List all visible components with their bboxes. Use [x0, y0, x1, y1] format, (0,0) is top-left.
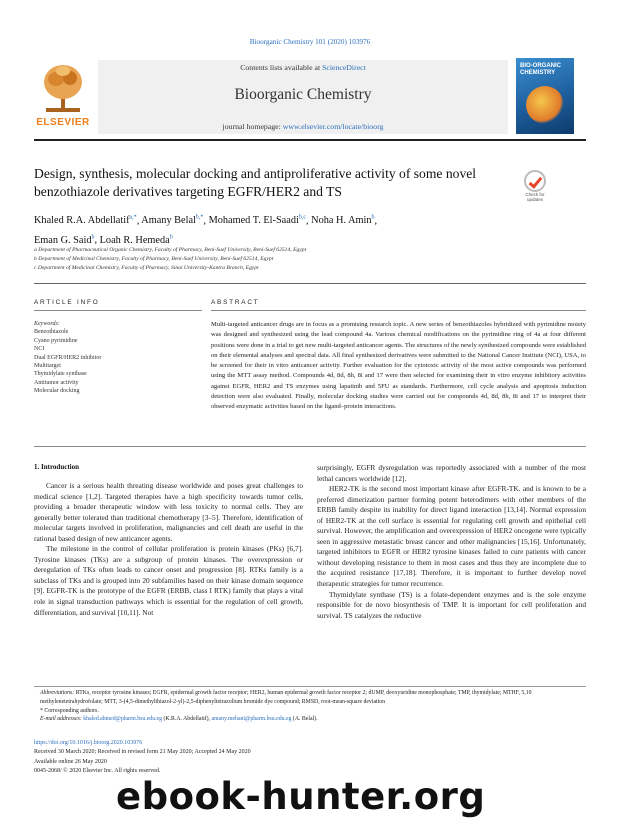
corresponding-footnote: * Corresponding authors.: [40, 707, 99, 714]
paragraph: surprisingly, EGFR dysregulation was reportedly associated with a number of the most lethal cancers worldwide [12].: [317, 463, 586, 483]
keyword: Cyano pyrimidine: [34, 337, 78, 344]
keyword: Benzothiazole: [34, 329, 69, 336]
affiliation-c: c Department of Medicinal Chemistry, Faculty of Pharmacy, Sinai University-Kantra Branch, Egypt: [34, 265, 259, 272]
check-for-updates-button[interactable]: [522, 170, 548, 202]
footnote-divider: [34, 686, 586, 687]
abstract-heading: ABSTRACT: [211, 299, 260, 306]
article-info-rule: [34, 310, 202, 311]
publication-info: [34, 739, 334, 777]
check-updates-icon: [524, 170, 546, 192]
keywords-heading: Keywords:: [34, 321, 60, 327]
author[interactable]: Khaled R.A. Abdellatif$^{a,*}$: [34, 215, 137, 227]
cover-art: [526, 86, 564, 124]
check-updates-label: Check for updates: [525, 192, 545, 202]
author[interactable]: Amany Belal$^{b,*}$: [141, 215, 204, 227]
copyright: 0045-2068/ © 2020 Elsevier Inc. All rights reserved.: [34, 768, 161, 775]
keyword: NCI: [34, 346, 45, 353]
keyword: Antitumor activity: [34, 379, 79, 386]
homepage-prefix: journal homepage:: [222, 122, 283, 131]
header-divider: [34, 139, 586, 141]
elsevier-tree-icon: [42, 62, 84, 114]
abbreviations-footnote: Abbreviations: RTKs, receptor tyrosine kinases; EGFR, epidermal growth factor receptor; HER2, human epidermal growth factor receptor 2; dUMP, deoxyuridine monophosphate; TMP, thymidylate; MTHF, 5,10 methylenetetrahydrofolate; MTT, 3-(4,5-dimethylthiazol-2-yl)-2,5-diphenyltetrazolium bromide dye compound; RMSD, root-mean-square deviation: [40, 690, 532, 705]
author[interactable]: Eman G. Said$^b$: [34, 234, 95, 246]
paragraph: HER2-TK is the second most important kinase after EGFR-TK. and is known to be a preferred dimerization partner forming potent heterodimers with other members of the ERBB family despite its inability for direct ligand interaction [13,14]. Normal expression of HER2-TK at the cell surface is essential for regulating cell growth and epithelial cell survival. However, the amplification and overexpression of HER2 oncogene were typically seen in aggressive metastatic breast cancer and other malignancies [15,16]. Unfortunately, targeted inhibitors to EGFR or HER2 tyrosine kinases failed to cure patients with cancer without developing resistance to them in most cases and thus they are incomplete due to the acquired resistance [17,18]. Therefore, it is important to further develop novel therapeutic strategies for tumor recurrence.: [317, 484, 586, 589]
author-list: Khaled R.A. Abdellatif$^{a,*}$, Amany Belal$^{b,*}$, Mohamed T. El-Saadi$^{b,c}$, Noha H. Amin$^b$, Eman G. Said$^b$, Loah R. Hemeda$^b$: [34, 215, 378, 246]
email-link[interactable]: khaled.ahmed@pharm.bsu.edu.eg: [83, 716, 163, 723]
sciencedirect-link[interactable]: ScienceDirect: [322, 63, 366, 72]
keyword: Molecular docking: [34, 388, 80, 395]
doi-link[interactable]: https://doi.org/10.1016/j.bioorg.2020.103976: [34, 740, 143, 746]
body-divider: [34, 446, 586, 447]
watermark: ebook-hunter.org: [116, 775, 486, 818]
body-column-left: [34, 481, 303, 618]
abstract-text: Multi-targeted anticancer drugs are in focus as a promising research topic. A new series of benzothiazoles hybridized with pyrimidine moiety was designed and synthesized using the lead compound 4a. Various chemical modifications on the pyrimidine ring of 4a at four different positions were done in a trial to get new multi-targeted anticancer agents. The structures of the newly synthesized compounds were established on their elemental analyses and spectral data. All final synthesized derivatives were submitted to the National Cancer Institute (NCI), USA, to be screened for their in vitro anticancer activity. Further evaluation for the cytotoxic activity of the most active compounds was performed using the MTT assay method. Compounds 4d, 8d, 8h, 8i and 17 were then selected for examining their in vitro enzyme inhibitory activities against EGFR, HER2 and TS enzymes using lapatinib and 5FU as standards. Furthermore, cell cycle analysis and apoptosis induction detection were also evaluated. Finally, molecular docking studies were carried out for compounds 4d, 8d, 8h, 8i and 17 to interpret their observed enzymatic activities based on the ligand–protein interactions.: [211, 321, 586, 410]
email-footnote: E-mail addresses: khaled.ahmed@pharm.bsu.edu.eg (K.R.A. Abdellatif), amany.mehani@pharm.bsu.edu.eg (A. Belal).: [40, 716, 318, 723]
body-column-right: [317, 463, 586, 621]
publisher-logo-text: ELSEVIER: [36, 117, 90, 128]
section-divider: [34, 283, 586, 284]
journal-title: Bioorganic Chemistry: [234, 86, 372, 103]
author[interactable]: Mohamed T. El-Saadi$^{b,c}$: [208, 215, 307, 227]
author[interactable]: Noha H. Amin$^b$: [311, 215, 375, 227]
received-dates: Received 30 March 2020; Received in revised form 21 May 2020; Accepted 24 May 2020: [34, 749, 251, 756]
keyword: Multitarget: [34, 363, 61, 370]
footnotes: [34, 689, 586, 724]
journal-citation[interactable]: Bioorganic Chemistry 101 (2020) 103976: [249, 38, 371, 46]
abstract-rule: [211, 310, 586, 311]
keyword: Dual EGFR/HER2 inhibitor: [34, 354, 102, 361]
paragraph: The milestone in the control of cellular proliferation is protein kinases (PKs) [6,7]. Tyrosine kinases (TKs) are a subgroup of protein kinases. The overexpression or deregulation of TKs often leads to cancer onset and progression [8]. RTKs family is a subclass of TKs and is grouped into 20 subfamilies based on their kinase domain sequence [9]. EGFR-TK is the prototype of the EGFR (ERBB, class I RTK) family that plays a vital role in signal transduction pathways which is essential for the regulation of cell growth, differentiation, and survival [10,11]. Not: [34, 544, 303, 617]
online-date: Available online 26 May 2020: [34, 758, 107, 765]
article-info-heading: ARTICLE INFO: [34, 299, 100, 306]
paragraph: Cancer is a serious health threating disease worldwide and poses great challenges to medical science [1,2]. Targeted therapies have a high specificity towards tumor cells, providing a broader therapeutic window with less toxicity to normal cells. They are generally better tolerated than traditional chemotherapy [3–5]. Therefore, identification of molecular targets involved in proliferation, malignancies and cell death are useful in the rational based design of new anticancer agents.: [34, 481, 303, 543]
email-link[interactable]: amany.mehani@pharm.bsu.edu.eg: [211, 716, 292, 723]
article-title: Design, synthesis, molecular docking and antiproliferative activity of some novel benzothiazole derivatives targeting EGFR/HER2 and TS: [34, 166, 477, 199]
elsevier-logo: [34, 60, 92, 134]
paragraph: Thymidylate synthase (TS) is a folate-dependent enzymes and is the sole enzyme responsible for de novo biosynthesis of TMP. It is important for cell proliferation and survival. TS catalyzes the reductive: [317, 589, 586, 620]
introduction-heading: 1. Introduction: [34, 463, 79, 471]
affiliation-b: b Department of Medicinal Chemistry, Faculty of Pharmacy, Beni-Suef University, Beni-Suef 62514, Egypt: [34, 256, 274, 263]
affiliations: [34, 246, 586, 274]
affiliation-a: a Department of Pharmaceutical Organic Chemistry, Faculty of Pharmacy, Beni-Suef University, Beni-Suef 62514, Egypt: [34, 247, 307, 253]
homepage-line: [98, 122, 508, 131]
contents-prefix: Contents lists available at: [240, 63, 323, 72]
author[interactable]: Loah R. Hemeda$^b$: [99, 234, 173, 246]
keywords-block: [34, 320, 202, 396]
keyword: Thymidylate synthase: [34, 371, 87, 378]
journal-cover-image[interactable]: [516, 58, 574, 134]
cover-title: BIO-ORGANIC CHEMISTRY: [520, 63, 561, 76]
contents-line: [98, 63, 508, 72]
journal-homepage-link[interactable]: www.elsevier.com/locate/bioorg: [282, 122, 384, 131]
